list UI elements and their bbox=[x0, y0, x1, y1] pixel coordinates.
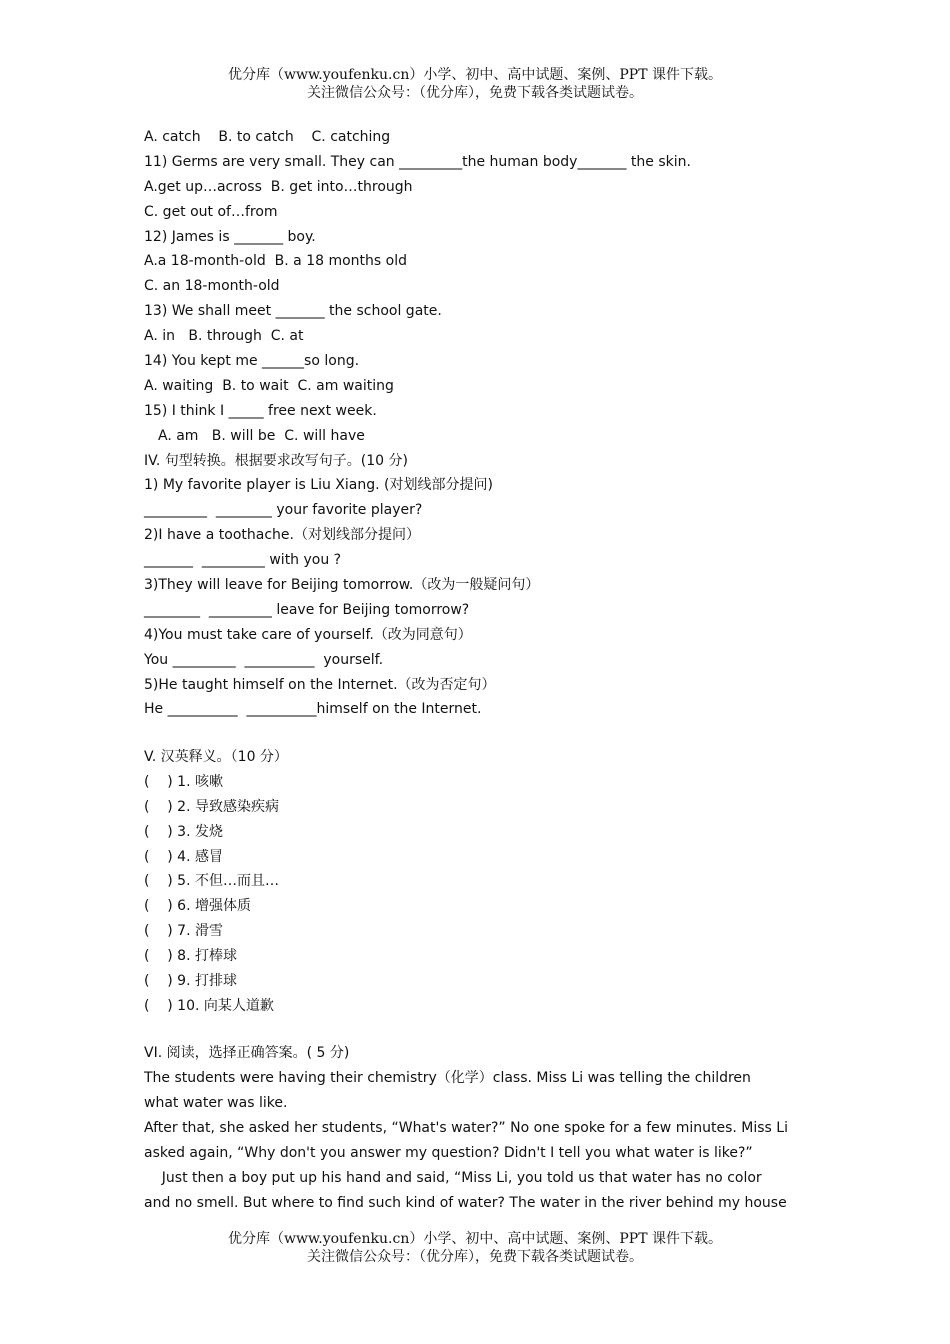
q11-option-c: C. get out of…from bbox=[144, 203, 278, 220]
transform-3-answer: ________ _________ leave for Beijing tomorrow? bbox=[144, 601, 470, 618]
q15-question: 15) I think I _____ free next week. bbox=[144, 402, 377, 419]
q14-question: 14) You kept me ______so long. bbox=[144, 353, 360, 370]
header-line-2: 关注微信公众号：（优分库），免费下载各类试题试卷。 bbox=[307, 85, 643, 101]
footer-line-1: 优分库（www.youfenku.cn）小学、初中、高中试题、案例、PPT 课件下载。 bbox=[227, 1231, 722, 1247]
vocab-item-1: ( ) 1. 咳嗽 bbox=[144, 773, 223, 790]
passage-line-6: and no smell. But where to find such kind of water? The water in the river behind my house bbox=[144, 1194, 787, 1211]
transform-3-question: 3)They will leave for Beijing tomorrow.（改为一般疑问句） bbox=[144, 577, 540, 594]
spacer bbox=[144, 722, 814, 745]
passage-line-4: asked again, “Why don't you answer my question? Didn't I tell you what water is like?” bbox=[144, 1144, 753, 1161]
q14-options: A. waiting B. to wait C. am waiting bbox=[144, 377, 394, 394]
vocab-item-7: ( ) 7. 滑雪 bbox=[144, 923, 223, 940]
page-footer-banner bbox=[0, 1230, 950, 1266]
spacer bbox=[144, 1019, 814, 1042]
passage-line-5: Just then a boy put up his hand and said, “Miss Li, you told us that water has no color bbox=[144, 1169, 762, 1186]
q11-question: 11) Germs are very small. They can _________the human body_______ the skin. bbox=[144, 153, 691, 170]
transform-2-answer: _______ _________ with you ? bbox=[144, 552, 342, 569]
q12-question: 12) James is _______ boy. bbox=[144, 228, 316, 245]
transform-5-question: 5)He taught himself on the Internet.（改为否定句） bbox=[144, 676, 496, 693]
vocab-item-6: ( ) 6. 增强体质 bbox=[144, 898, 251, 915]
q12-option-c: C. an 18-month-old bbox=[144, 278, 280, 295]
vocab-item-8: ( ) 8. 打棒球 bbox=[144, 948, 237, 965]
section-vi-heading: VI. 阅读，选择正确答案。( 5 分) bbox=[144, 1045, 350, 1062]
passage-line-1: The students were having their chemistry（化学）class. Miss Li was telling the children bbox=[144, 1070, 751, 1087]
transform-2-question: 2)I have a toothache.（对划线部分提问） bbox=[144, 527, 420, 544]
q12-options-a-b: A.a 18-month-old B. a 18 months old bbox=[144, 253, 407, 270]
passage-line-2: what water was like. bbox=[144, 1095, 288, 1112]
vocab-item-3: ( ) 3. 发烧 bbox=[144, 823, 223, 840]
q15-options: A. am B. will be C. will have bbox=[158, 427, 365, 444]
section-iv-heading: IV. 句型转换。根据要求改写句子。(10 分) bbox=[144, 452, 408, 469]
header-line-1: 优分库（www.youfenku.cn）小学、初中、高中试题、案例、PPT 课件下载。 bbox=[227, 67, 722, 83]
vocab-item-4: ( ) 4. 感冒 bbox=[144, 848, 223, 865]
section-v-heading: V. 汉英释义。（10 分） bbox=[144, 748, 288, 765]
vocab-item-2: ( ) 2. 导致感染疾病 bbox=[144, 798, 279, 815]
q13-question: 13) We shall meet _______ the school gate. bbox=[144, 303, 442, 320]
document-body bbox=[144, 125, 814, 1216]
footer-line-2: 关注微信公众号：（优分库），免费下载各类试题试卷。 bbox=[307, 1249, 643, 1265]
vocab-item-10: ( ) 10. 向某人道歉 bbox=[144, 997, 274, 1014]
vocab-item-5: ( ) 5. 不但…而且… bbox=[144, 873, 279, 890]
vocab-item-9: ( ) 9. 打排球 bbox=[144, 972, 237, 989]
q13-options: A. in B. through C. at bbox=[144, 328, 304, 345]
q11-options-a-b: A.get up…across B. get into…through bbox=[144, 178, 413, 195]
q10-options: A. catch B. to catch C. catching bbox=[144, 129, 391, 145]
transform-1-answer: _________ ________ your favorite player? bbox=[144, 502, 423, 519]
transform-4-answer: You _________ __________ yourself. bbox=[144, 651, 384, 668]
transform-1-question: 1) My favorite player is Liu Xiang. (对划线部分提问) bbox=[144, 477, 493, 494]
transform-5-answer: He __________ __________himself on the Internet. bbox=[144, 701, 482, 718]
page-header-banner bbox=[0, 66, 950, 102]
passage-line-3: After that, she asked her students, “What's water?” No one spoke for a few minutes. Miss Li bbox=[144, 1120, 788, 1137]
transform-4-question: 4)You must take care of yourself.（改为同意句） bbox=[144, 626, 472, 643]
